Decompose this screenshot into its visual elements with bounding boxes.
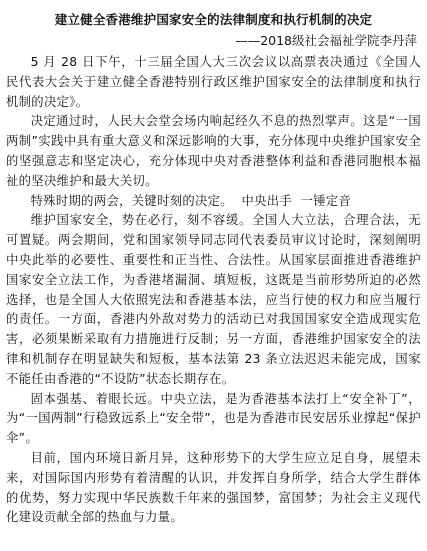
- paragraph-2: 决定通过时，人民大会堂会场内响起经久不息的热烈掌声。这是“一国两制”实践中具有重大意义和深远影响的大事，充分体现中央维护国家安全的坚强意志和坚定决心，充分体现中央对香港整体利益和香港同胞根本福祉的坚决维护和最大关切。: [6, 114, 421, 188]
- paragraph-4: 维护国家安全，势在必行，刻不容缓。全国人大立法，合理合法，无可置疑。两会期间，党和国家领导同志同代表委员审议讨论时，深刻阐明中央此举的必要性、重要性和正当性、合法性。从国家层面推进香港维护国家安全立法工作，为香港堵漏洞、填短板，这既是当前形势所迫的必然选择，也是全国人大依照宪法和香港基本法，应当行使的权力和应当履行的责任。一方面，香港内外敌对势力的活动已对我国国家安全造成现实危害，必须果断采取有力措施进行反制；另一方面，香港维护国家安全的法律和机制存在明显缺失和短板，基本法第 23 条立法迟迟未能完成，国家不能任由香港的“不设防”状态长期存在。: [6, 213, 421, 386]
- paragraph-3: 特殊时期的两会，关键时刻的决定。 中央出手 一锤定音: [30, 193, 352, 208]
- paragraph-6: 目前，国内环境日新月异，这种形势下的大学生应立足自身，展望未来，对国际国内形势有着清醒的认识，并发挥自身所学，结合大学生群体的优势，努力实现中华民族数千年来的强国梦，富国梦；为社会主义现代化建设贡献全部的热血与力量。: [6, 450, 421, 525]
- document-title: 建立健全香港维护国家安全的法律制度和执行机制的决定: [54, 12, 373, 27]
- paragraph-1: 5 月 28 日下午，十三届全国人大三次会议以高票表决通过《全国人民代表大会关于建立健全香港特别行政区维护国家安全的法律制度和执行机制的决定》。: [6, 55, 421, 109]
- author-byline: ——2018级社会福祉学院李丹萍: [235, 33, 417, 48]
- paragraph-5: 固本强基、着眼长远。中央立法，是为香港基本法打上“安全补丁”，为“一国两制”行稳致远系上“安全带”，也是为香港市民安居乐业撑起“保护伞”。: [6, 391, 421, 446]
